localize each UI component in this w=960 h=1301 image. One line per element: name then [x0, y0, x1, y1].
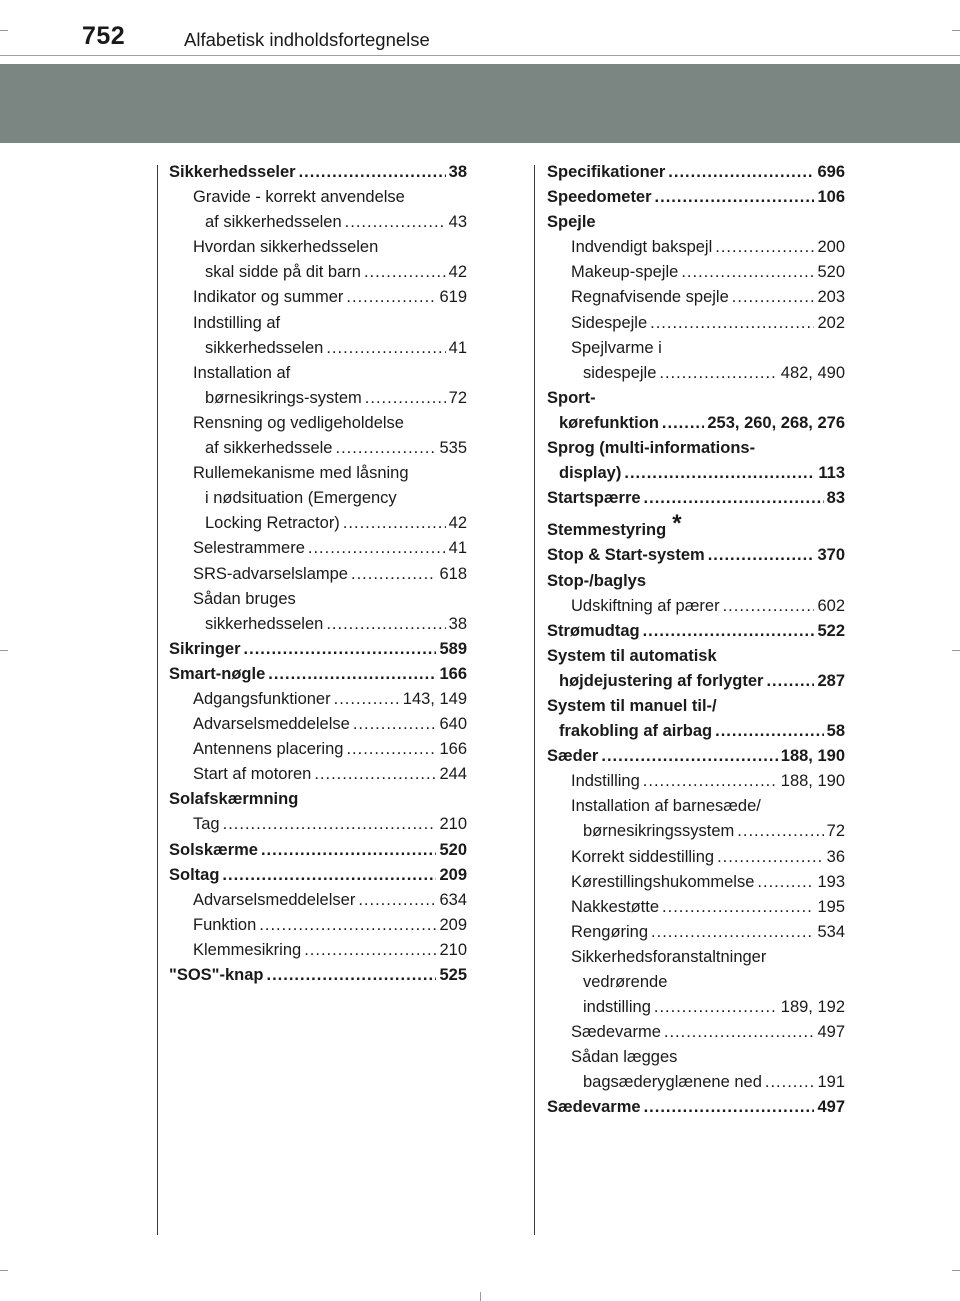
dot-leader: [223, 812, 437, 837]
entry-term: vedrørende: [583, 973, 668, 991]
entry-page-ref: 42: [448, 263, 467, 282]
index-entry: [169, 838, 467, 863]
index-entry: [547, 995, 845, 1020]
index-entry: [169, 562, 467, 587]
index-entry: [547, 945, 845, 970]
entry-page-ref: 497: [817, 1098, 845, 1117]
index-entry: [547, 744, 845, 769]
dot-leader: [343, 511, 446, 536]
index-column-right: [547, 160, 845, 1121]
index-entry: [169, 260, 467, 285]
entry-page-ref: 43: [448, 213, 467, 232]
entry-page-ref: 602: [817, 596, 845, 615]
index-entry: [169, 762, 467, 787]
entry-page-ref: 38: [448, 163, 467, 181]
dot-leader: [304, 938, 436, 963]
index-entry: [547, 870, 845, 895]
entry-term: Sæder: [547, 747, 599, 766]
entry-page-ref: 209: [439, 865, 467, 884]
entry-page-ref: 696: [817, 163, 845, 181]
entry-term: Sidespejle: [571, 313, 648, 332]
entry-term: System til manuel til-/: [547, 696, 717, 715]
dot-leader: [650, 311, 814, 336]
entry-page-ref: 166: [439, 740, 467, 759]
entry-term: Strømudtag: [547, 621, 640, 640]
entry-page-ref: 619: [439, 288, 467, 307]
dot-leader: [345, 210, 446, 235]
entry-term: sikkerhedsselen: [205, 614, 324, 633]
index-entry: [547, 1095, 845, 1120]
entry-page-ref: 253, 260, 268, 276: [707, 413, 845, 432]
index-entry: [169, 612, 467, 637]
index-entry: [169, 185, 467, 210]
entry-term: Smart-nøgle: [169, 664, 266, 683]
index-entry: [169, 285, 467, 310]
entry-term: Nakkestøtte: [571, 897, 660, 916]
entry-page-ref: 38: [448, 614, 467, 633]
entry-page-ref: 370: [817, 546, 845, 565]
index-entry: [547, 1070, 845, 1095]
index-column-left: [169, 160, 467, 988]
index-entry: [547, 386, 845, 411]
entry-page-ref: 193: [817, 872, 845, 891]
dot-leader: [757, 870, 814, 895]
index-entry: [169, 436, 467, 461]
page-number: 752: [82, 22, 126, 50]
entry-term: Indvendigt bakspejl: [571, 238, 713, 257]
entry-term: sidespejle: [583, 363, 657, 382]
dot-leader: [717, 845, 824, 870]
dot-leader: [737, 819, 823, 844]
dot-leader: [662, 895, 814, 920]
entry-page-ref: 640: [439, 715, 467, 734]
entry-page-ref: 195: [817, 897, 845, 916]
index-entry: [547, 486, 845, 511]
center-column-rule: [534, 165, 535, 1235]
dot-leader: [365, 386, 446, 411]
index-entry: [169, 812, 467, 837]
entry-term: Stop & Start-system: [547, 546, 705, 565]
entry-page-ref: 244: [439, 765, 467, 784]
entry-term: Spejlvarme i: [571, 338, 662, 357]
dot-leader: [335, 436, 436, 461]
crop-mark: [0, 1270, 8, 1271]
entry-page-ref: 203: [817, 288, 845, 307]
dot-leader: [314, 762, 436, 787]
index-entry: [169, 737, 467, 762]
index-entry: [547, 361, 845, 386]
header-rule: [0, 55, 960, 56]
entry-page-ref: 41: [448, 539, 467, 558]
page-header: [0, 0, 960, 60]
index-entry: [547, 511, 845, 543]
dot-leader: [222, 863, 436, 888]
dot-leader: [732, 285, 815, 310]
entry-term: Installation af: [193, 363, 291, 382]
index-entry: [169, 511, 467, 536]
index-entry: [169, 311, 467, 336]
footnote-mark: *: [672, 510, 682, 538]
entry-term: højdejustering af forlygter: [559, 671, 764, 690]
entry-term: Regnafvisende spejle: [571, 288, 729, 307]
index-entry: [547, 644, 845, 669]
entry-term: af sikkerhedssele: [205, 439, 333, 458]
entry-term: frakobling af airbag: [559, 722, 713, 741]
entry-term: kørefunktion: [559, 413, 659, 432]
index-entry: [547, 260, 845, 285]
dot-leader: [723, 594, 815, 619]
dot-leader: [715, 235, 814, 260]
entry-term: Rullemekanisme med låsning: [193, 464, 409, 483]
dot-leader: [351, 562, 436, 587]
index-entry: [547, 845, 845, 870]
dot-leader: [299, 160, 446, 185]
dot-leader: [334, 687, 400, 712]
entry-term: Rengøring: [571, 922, 649, 941]
dot-leader: [765, 1070, 815, 1095]
index-entry: [547, 210, 845, 235]
dot-leader: [308, 536, 446, 561]
index-entry: [547, 594, 845, 619]
entry-term: Locking Retractor): [205, 514, 340, 533]
entry-term: Kørestillingshukommelse: [571, 872, 755, 891]
index-entry: [169, 587, 467, 612]
dot-leader: [662, 411, 704, 436]
entry-page-ref: 113: [818, 464, 845, 483]
entry-term: Installation af barnesæde/: [571, 797, 761, 816]
index-entry: [547, 895, 845, 920]
entry-page-ref: 482, 490: [780, 363, 845, 382]
dot-leader: [654, 995, 778, 1020]
dot-leader: [644, 486, 824, 511]
index-entry: [169, 336, 467, 361]
left-margin-rule: [157, 165, 158, 1235]
index-entry: [169, 712, 467, 737]
entry-page-ref: 209: [439, 915, 467, 934]
dot-leader: [326, 336, 445, 361]
dot-leader: [261, 838, 437, 863]
dot-leader: [655, 185, 815, 210]
entry-term: Tag: [193, 815, 220, 834]
entry-term: Klemmesikring: [193, 940, 302, 959]
index-entry: [547, 1020, 845, 1045]
dot-leader: [766, 669, 814, 694]
entry-term: indstilling: [583, 998, 651, 1017]
entry-term: Gravide - korrekt anvendelse: [193, 188, 405, 207]
entry-term: sikkerhedsselen: [205, 338, 324, 357]
index-entry: [547, 920, 845, 945]
page-title: Alfabetisk indholdsfortegnelse: [184, 29, 430, 50]
entry-term: Sædevarme: [571, 1023, 661, 1042]
index-entry: [547, 185, 845, 210]
entry-term: Adgangsfunktioner: [193, 689, 331, 708]
dot-leader: [643, 619, 815, 644]
entry-term: Speedometer: [547, 188, 652, 207]
entry-term: Indstilling af: [193, 313, 281, 332]
dot-leader: [668, 160, 814, 185]
entry-page-ref: 200: [817, 238, 845, 257]
index-entry: [169, 536, 467, 561]
entry-term: Selestrammere: [193, 539, 305, 558]
index-entry: [547, 543, 845, 568]
entry-term: Stop-/baglys: [547, 571, 647, 590]
crop-mark: [0, 650, 8, 651]
dot-leader: [268, 662, 436, 687]
dot-leader: [644, 1095, 815, 1120]
entry-term: Sikringer: [169, 639, 241, 658]
entry-term: Sikkerhedsforanstaltninger: [571, 947, 767, 966]
index-entry: [547, 160, 845, 185]
header-band: [0, 64, 960, 143]
dot-leader: [267, 963, 437, 988]
index-entry: [169, 461, 467, 486]
index-entry: [169, 787, 467, 812]
entry-term: Startspærre: [547, 489, 641, 508]
entry-term: Indikator og summer: [193, 288, 344, 307]
entry-page-ref: 36: [826, 847, 845, 866]
dot-leader: [651, 920, 814, 945]
entry-term: System til automatisk: [547, 646, 717, 665]
entry-term: Korrekt siddestilling: [571, 847, 715, 866]
entry-term: SRS-advarselslampe: [193, 564, 348, 583]
entry-term: i nødsituation (Emergency: [205, 489, 397, 508]
crop-mark: [952, 30, 960, 31]
entry-page-ref: 520: [817, 263, 845, 282]
entry-term: Sædevarme: [547, 1098, 641, 1117]
index-entry: [169, 913, 467, 938]
index-entry: [547, 411, 845, 436]
dot-leader: [643, 769, 778, 794]
entry-term: Solafskærmning: [169, 790, 299, 809]
dot-leader: [259, 913, 436, 938]
index-entry: [169, 486, 467, 511]
entry-page-ref: 58: [826, 722, 845, 741]
index-entry: [547, 769, 845, 794]
index-entry: [547, 285, 845, 310]
entry-term: Indstilling: [571, 772, 640, 791]
entry-page-ref: 618: [439, 564, 467, 583]
entry-page-ref: 41: [448, 338, 467, 357]
index-entry: [547, 311, 845, 336]
entry-page-ref: 188, 190: [780, 747, 845, 766]
entry-term: Sådan lægges: [571, 1048, 678, 1067]
index-entry: [547, 569, 845, 594]
dot-leader: [708, 543, 815, 568]
entry-page-ref: 143, 149: [402, 689, 467, 708]
entry-term: Sprog (multi-informations-: [547, 439, 756, 458]
crop-mark: [0, 30, 8, 31]
entry-term: "SOS"-knap: [169, 966, 264, 984]
index-entry: [547, 1045, 845, 1070]
entry-page-ref: 210: [439, 940, 467, 959]
dot-leader: [681, 260, 814, 285]
index-entry: [169, 637, 467, 662]
dot-leader: [364, 260, 446, 285]
entry-page-ref: 210: [439, 815, 467, 834]
index-entry: [169, 662, 467, 687]
entry-page-ref: 522: [817, 621, 845, 640]
entry-term: Sådan bruges: [193, 589, 296, 608]
entry-term: Sport-: [547, 388, 596, 407]
entry-term: Advarselsmeddelelser: [193, 890, 356, 909]
index-entry: [547, 669, 845, 694]
index-entry: [169, 963, 467, 988]
dot-leader: [659, 361, 777, 386]
entry-page-ref: 287: [817, 671, 845, 690]
entry-term: Funktion: [193, 915, 257, 934]
entry-page-ref: 525: [439, 966, 467, 984]
index-entry: [547, 461, 845, 486]
entry-page-ref: 106: [817, 188, 845, 207]
dot-leader: [326, 612, 445, 637]
entry-page-ref: 634: [439, 890, 467, 909]
entry-page-ref: 72: [826, 822, 845, 841]
entry-page-ref: 42: [448, 514, 467, 533]
index-entry: [547, 719, 845, 744]
index-entry: [547, 235, 845, 260]
entry-term: børnesikringssystem: [583, 822, 735, 841]
entry-page-ref: 497: [817, 1023, 845, 1042]
crop-mark: [952, 650, 960, 651]
entry-term: Antennens placering: [193, 740, 344, 759]
index-entry: [547, 970, 845, 995]
entry-page-ref: 188, 190: [780, 772, 845, 791]
entry-term: Advarselsmeddelelse: [193, 715, 350, 734]
index-entry: [547, 794, 845, 819]
entry-page-ref: 535: [439, 439, 467, 458]
entry-term: Udskiftning af pærer: [571, 596, 720, 615]
entry-term: Stemmestyring: [547, 521, 667, 540]
entry-page-ref: 589: [439, 639, 467, 658]
index-entry: [169, 160, 467, 185]
entry-term: bagsæderyglænene ned: [583, 1073, 762, 1092]
index-entry: [169, 361, 467, 386]
crop-mark: [952, 1270, 960, 1271]
dot-leader: [715, 719, 824, 744]
dot-leader: [346, 285, 436, 310]
entry-term: Rensning og vedligeholdelse: [193, 413, 404, 432]
index-entry: [169, 863, 467, 888]
index-entry: [169, 210, 467, 235]
index-entry: [547, 819, 845, 844]
entry-term: display): [559, 464, 622, 483]
index-entry: [547, 336, 845, 361]
index-entry: [169, 888, 467, 913]
crop-mark: [480, 1292, 481, 1301]
entry-term: Specifikationer: [547, 163, 666, 181]
dot-leader: [346, 737, 436, 762]
entry-term: Start af motoren: [193, 765, 312, 784]
index-entry: [169, 938, 467, 963]
entry-page-ref: 189, 192: [780, 998, 845, 1017]
dot-leader: [664, 1020, 815, 1045]
entry-page-ref: 191: [817, 1073, 845, 1092]
entry-term: Soltag: [169, 865, 220, 884]
index-entry: [547, 436, 845, 461]
entry-page-ref: 83: [826, 489, 845, 508]
entry-term: Solskærme: [169, 840, 258, 859]
entry-term: af sikkerhedsselen: [205, 213, 342, 232]
dot-leader: [353, 712, 437, 737]
entry-term: Hvordan sikkerhedsselen: [193, 238, 379, 257]
dot-leader: [358, 888, 436, 913]
entry-term: skal sidde på dit barn: [205, 263, 361, 282]
index-entry: [169, 411, 467, 436]
index-entry: [547, 694, 845, 719]
index-entry: [547, 619, 845, 644]
dot-leader: [244, 637, 437, 662]
dot-leader: [624, 461, 815, 486]
entry-term: børnesikrings-system: [205, 388, 362, 407]
entry-term: Sikkerhedsseler: [169, 163, 296, 181]
entry-term: Spejle: [547, 213, 596, 232]
entry-page-ref: 534: [817, 922, 845, 941]
entry-page-ref: 72: [448, 388, 467, 407]
entry-term: Makeup-spejle: [571, 263, 679, 282]
entry-page-ref: 202: [817, 313, 845, 332]
index-entry: [169, 235, 467, 260]
entry-page-ref: 520: [439, 840, 467, 859]
index-entry: [169, 687, 467, 712]
dot-leader: [601, 744, 777, 769]
index-entry: [169, 386, 467, 411]
entry-page-ref: 166: [439, 664, 467, 683]
